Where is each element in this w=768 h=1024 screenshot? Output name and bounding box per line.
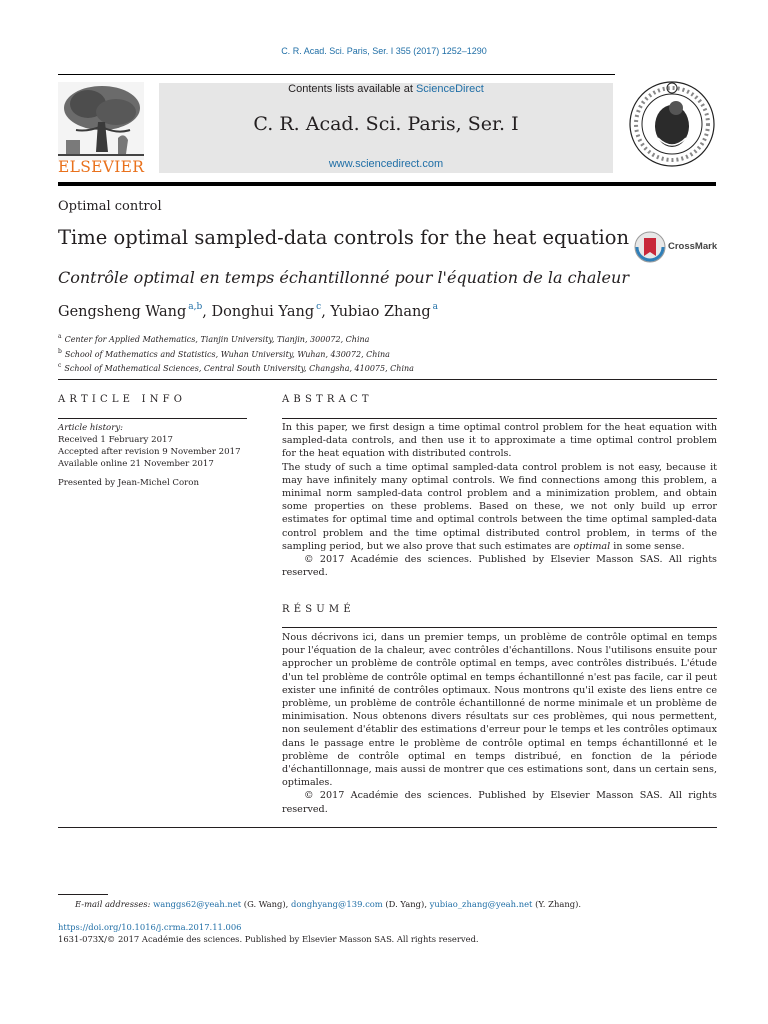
crossmark-badge[interactable] (634, 231, 718, 263)
abstract-text: in some sense. (610, 540, 685, 552)
contents-prefix: Contents lists available at (288, 83, 416, 95)
journal-reference-link[interactable]: C. R. Acad. Sci. Paris, Ser. I 355 (2017) 1252–1290 (281, 46, 487, 56)
email-link[interactable]: yubiao_zhang@yeah.net (429, 899, 533, 909)
affiliation-list (58, 331, 414, 375)
masthead (58, 74, 716, 186)
email-owner: (G. Wang), (241, 899, 292, 909)
sciencedirect-link[interactable]: ScienceDirect (415, 83, 484, 95)
email-footnote (75, 899, 581, 909)
email-label: E-mail addresses: (75, 899, 151, 909)
affiliation-item (58, 360, 414, 375)
author-separator: , (321, 304, 331, 320)
affiliation-text: Center for Applied Mathematics, Tianjin University, Tianjin, 300072, China (64, 335, 370, 344)
author-name: Gengsheng Wang (58, 304, 187, 320)
author-affiliation-link[interactable]: a,b (188, 302, 203, 312)
affiliation-text: School of Mathematical Sciences, Central South University, Changsha, 410075, China (64, 364, 414, 374)
masthead-bottom-rule (58, 182, 716, 186)
masthead-top-rule (58, 74, 615, 75)
article-subtitle-french: Contrôle optimal en temps échantillonné pour l'équation de la chaleur (58, 268, 629, 287)
crossmark-icon (634, 231, 666, 263)
header-divider (58, 379, 717, 380)
academie-seal-icon (628, 74, 716, 178)
email-link[interactable]: donghyang@139.com (291, 899, 383, 909)
online-date: Available online 21 November 2017 (58, 459, 214, 469)
affiliation-text: School of Mathematics and Statistics, Wuhan University, Wuhan, 430072, China (64, 349, 390, 359)
affiliation-mark: b (58, 347, 62, 355)
abstract-rule (282, 418, 717, 419)
resume-body (282, 631, 717, 816)
abstract-paragraph (282, 461, 717, 553)
footnote-rule (58, 894, 108, 895)
resume-heading: RÉSUMÉ (282, 604, 355, 615)
abstract-emphasis: optimal (573, 540, 611, 552)
abstract-body (282, 421, 717, 579)
elsevier-wordmark: ELSEVIER (58, 158, 145, 176)
journal-homepage-link[interactable]: www.sciencedirect.com (328, 158, 444, 170)
affiliation-mark: c (58, 362, 62, 370)
resume-copyright: © 2017 Académie des sciences. Published by Elsevier Masson SAS. All rights reserved. (282, 790, 717, 815)
author-name: Yubiao Zhang (330, 304, 431, 320)
email-owner: (D. Yang), (382, 899, 430, 909)
received-date: Received 1 February 2017 (58, 435, 173, 445)
affiliation-item (58, 346, 414, 361)
presented-by: Presented by Jean-Michel Coron (58, 478, 199, 488)
email-link[interactable]: wanggs62@yeah.net (153, 899, 242, 909)
author-affiliation-link[interactable]: c (316, 302, 322, 312)
resume-paragraph: Nous décrivons ici, dans un premier temps, un problème de contrôle optimal en temps pour l'équation de la chaleur, avec contrôles d'échantillons. Nous l'utilisons ensuite pour approcher un problème de contrôle optimal en temps, avec contrôles distribués. L'étude d'un tel problème de contrôle optimal en temps échantillonné n'est pas facile, car il peut exister une infinité de contrôles optimaux. Nous montrons qu'il existe des liens entre ce problème, un problème de contrôle échantillonné de norme minimale et un problème de minimisation. Nous obtenons divers résultats sur ces problèmes, qui nous permettent, non seulement d'établir des estimations d'erreur pour le temps et les contrôles optimaux dans le passage entre le problème de contrôle optimal en temps échantillonné et le problème de contrôle optimal en temps distribué, en fonction de la période d'échantillonnage, mais aussi de montrer que ces estimations sont, dans un certain sens, optimales. (282, 632, 717, 789)
accepted-date: Accepted after revision 9 November 2017 (58, 447, 241, 457)
abstract-heading: ABSTRACT (282, 394, 373, 405)
article-info-rule (58, 418, 247, 419)
author-affiliation-link[interactable]: a (432, 302, 439, 312)
body-end-divider (58, 827, 717, 828)
abstract-paragraph: In this paper, we first design a time optimal control problem for the heat equation with sampled-data controls, and then use it to approximate a time optimal control problem for the heat equation with distributed controls. (282, 422, 717, 460)
crossmark-label: CrossMark (668, 241, 718, 252)
article-info (58, 422, 248, 489)
journal-title: C. R. Acad. Sci. Paris, Ser. I (253, 113, 519, 135)
author-list (58, 302, 438, 320)
resume-rule (282, 627, 717, 628)
abstract-text: The study of such a time optimal sampled-data control problem is not easy, because it may have infinitely many optimal controls. We find connections among this problem, a minimal norm sampled-data control problem and a minimization problem, and obtain some properties on these problems. Based on these, we not only build up error estimates for optimal time and optimal controls between the time optimal sampled-data control problem and the time optimal distributed control problem, in terms of the sampling period, but we also prove that such estimates are (282, 461, 717, 552)
affiliation-mark: a (58, 333, 62, 340)
issn-copyright: 1631-073X/© 2017 Académie des sciences. Published by Elsevier Masson SAS. All rights reserved. (58, 934, 479, 944)
section-label: Optimal control (58, 199, 162, 214)
affiliation-item (58, 331, 414, 346)
contents-line (159, 83, 613, 95)
author-separator: , (202, 304, 212, 320)
author-name: Donghui Yang (211, 304, 315, 320)
journal-banner (159, 83, 613, 173)
article-title: Time optimal sampled-data controls for the heat equation (58, 226, 630, 249)
article-info-heading: ARTICLE INFO (58, 394, 187, 405)
abstract-copyright: © 2017 Académie des sciences. Published by Elsevier Masson SAS. All rights reserved. (282, 554, 717, 579)
history-label: Article history: (58, 423, 124, 433)
email-owner: (Y. Zhang). (532, 899, 582, 909)
doi-link[interactable]: https://doi.org/10.1016/j.crma.2017.11.006 (58, 922, 242, 932)
